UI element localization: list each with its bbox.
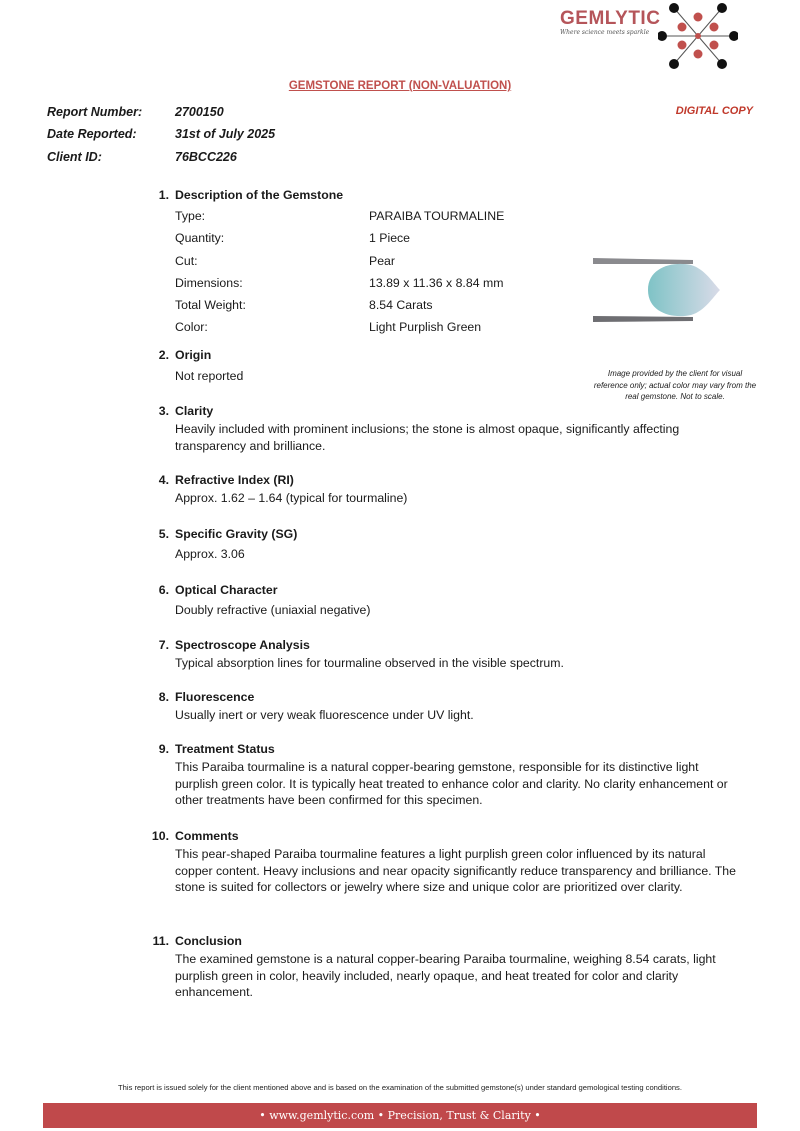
row-value: 1 Piece bbox=[369, 231, 411, 246]
section-title: Fluorescence bbox=[175, 690, 255, 704]
section-title: Clarity bbox=[175, 404, 214, 418]
section-specific-gravity bbox=[140, 527, 740, 563]
section-number: 6. bbox=[158, 583, 169, 597]
section-fluorescence bbox=[140, 690, 740, 724]
row-label: Total Weight: bbox=[175, 298, 246, 313]
meta-value: 76BCC226 bbox=[175, 150, 237, 164]
section-heading bbox=[140, 348, 740, 362]
section-title: Treatment Status bbox=[175, 742, 275, 756]
section-number: 1. bbox=[158, 188, 169, 202]
row-label: Dimensions: bbox=[175, 275, 243, 290]
section-number: 2. bbox=[158, 348, 169, 362]
section-refractive-index bbox=[140, 473, 740, 507]
section-number: 8. bbox=[158, 690, 169, 704]
section-heading bbox=[140, 583, 740, 597]
section-body: Heavily included with prominent inclusions; the stone is almost opaque, significantly affecting transparency and brilliance. bbox=[175, 422, 680, 453]
meta-label: Report Number: bbox=[47, 105, 143, 119]
gemlytic-logo-icon bbox=[658, 2, 738, 74]
section-body: Not reported bbox=[175, 369, 244, 383]
section-title: Comments bbox=[175, 829, 239, 843]
row-label: Cut: bbox=[175, 253, 198, 268]
section-title: Specific Gravity (SG) bbox=[175, 527, 298, 541]
section-heading bbox=[140, 527, 740, 541]
section-number: 3. bbox=[158, 404, 169, 418]
section-body: Approx. 3.06 bbox=[175, 547, 245, 561]
section-title: Spectroscope Analysis bbox=[175, 638, 310, 652]
section-comments bbox=[140, 829, 740, 896]
meta-value: 2700150 bbox=[175, 105, 224, 119]
section-title: Description of the Gemstone bbox=[175, 188, 344, 202]
meta-date-reported bbox=[47, 127, 276, 141]
row-value: Pear bbox=[369, 253, 395, 268]
section-number: 5. bbox=[158, 527, 169, 541]
section-body: Approx. 1.62 – 1.64 (typical for tourmaline) bbox=[175, 491, 408, 505]
section-body: This pear-shaped Paraiba tourmaline features a light purplish green color influenced by its natural copper content. Heavy inclusions and near opacity significantly reduce transparency and brilliance. The stone is suited for collectors or jewelry where size and unique color are prioritized over clarity. bbox=[175, 847, 736, 894]
row-value: 8.54 Carats bbox=[369, 298, 433, 313]
section-title: Conclusion bbox=[175, 934, 242, 948]
section-spectroscope bbox=[140, 638, 740, 672]
section-heading bbox=[140, 690, 740, 704]
row-label: Color: bbox=[175, 320, 208, 335]
section-heading bbox=[140, 188, 740, 202]
row-quantity bbox=[175, 230, 745, 252]
section-heading bbox=[140, 638, 740, 652]
section-body: This Paraiba tourmaline is a natural copper-bearing gemstone, responsible for its distinctive light purplish green color. It is typically heat treated to enhance color and clarity. No clarity enhancement or other treatments have been confirmed for this specimen. bbox=[175, 760, 728, 807]
meta-client-id bbox=[47, 150, 237, 164]
section-body: The examined gemstone is a natural copper-bearing Paraiba tourmaline, weighing 8.54 carats, light purplish green in color, heavily included, nearly opaque, and heat treated for color and clarity enhancement. bbox=[175, 952, 716, 999]
section-title: Origin bbox=[175, 348, 212, 362]
meta-label: Date Reported: bbox=[47, 127, 137, 141]
section-heading bbox=[140, 934, 740, 948]
gemstone-photo bbox=[593, 255, 753, 325]
section-heading bbox=[140, 829, 740, 843]
section-number: 7. bbox=[158, 638, 169, 652]
row-label: Quantity: bbox=[175, 231, 225, 246]
meta-value: 31st of July 2025 bbox=[175, 127, 276, 141]
row-type bbox=[175, 208, 745, 230]
digital-copy-label: DIGITAL COPY bbox=[675, 105, 753, 117]
section-number: 4. bbox=[158, 473, 169, 487]
section-heading bbox=[140, 404, 740, 418]
section-optical-character bbox=[140, 583, 740, 619]
row-value: Light Purplish Green bbox=[369, 320, 482, 335]
footer-disclaimer: This report is issued solely for the client mentioned above and is based on the examination of the submitted gemstone(s) under standard gemological testing conditions. bbox=[118, 1083, 682, 1092]
section-body: Usually inert or very weak fluorescence under UV light. bbox=[175, 708, 474, 722]
section-number: 9. bbox=[158, 742, 169, 756]
row-value: PARAIBA TOURMALINE bbox=[369, 209, 505, 223]
section-heading bbox=[140, 742, 740, 756]
section-number: 10. bbox=[151, 829, 169, 843]
section-title: Optical Character bbox=[175, 583, 278, 597]
row-label: Type: bbox=[175, 209, 206, 223]
footer-bar: • www.gemlytic.com • Precision, Trust & Clarity • bbox=[43, 1103, 757, 1128]
section-conclusion bbox=[140, 934, 740, 1001]
section-origin bbox=[140, 348, 740, 385]
brand-name: GEMLYTIC bbox=[560, 8, 661, 29]
meta-report-number bbox=[47, 105, 224, 119]
image-caption: Image provided by the client for visual reference only; actual color may vary from the real gemstone. Not to scale. bbox=[593, 369, 757, 401]
section-clarity bbox=[140, 404, 740, 454]
section-title: Refractive Index (RI) bbox=[175, 473, 294, 487]
brand-tagline: Where science meets sparkle bbox=[560, 29, 650, 36]
section-body: Doubly refractive (uniaxial negative) bbox=[175, 603, 371, 617]
report-title: GEMSTONE REPORT (NON-VALUATION) bbox=[288, 80, 512, 92]
section-number: 11. bbox=[152, 934, 169, 948]
section-body: Typical absorption lines for tourmaline observed in the visible spectrum. bbox=[175, 656, 564, 670]
section-treatment-status bbox=[140, 742, 740, 809]
meta-label: Client ID: bbox=[47, 150, 102, 164]
section-heading bbox=[140, 473, 740, 487]
row-value: 13.89 x 11.36 x 8.84 mm bbox=[369, 275, 504, 290]
